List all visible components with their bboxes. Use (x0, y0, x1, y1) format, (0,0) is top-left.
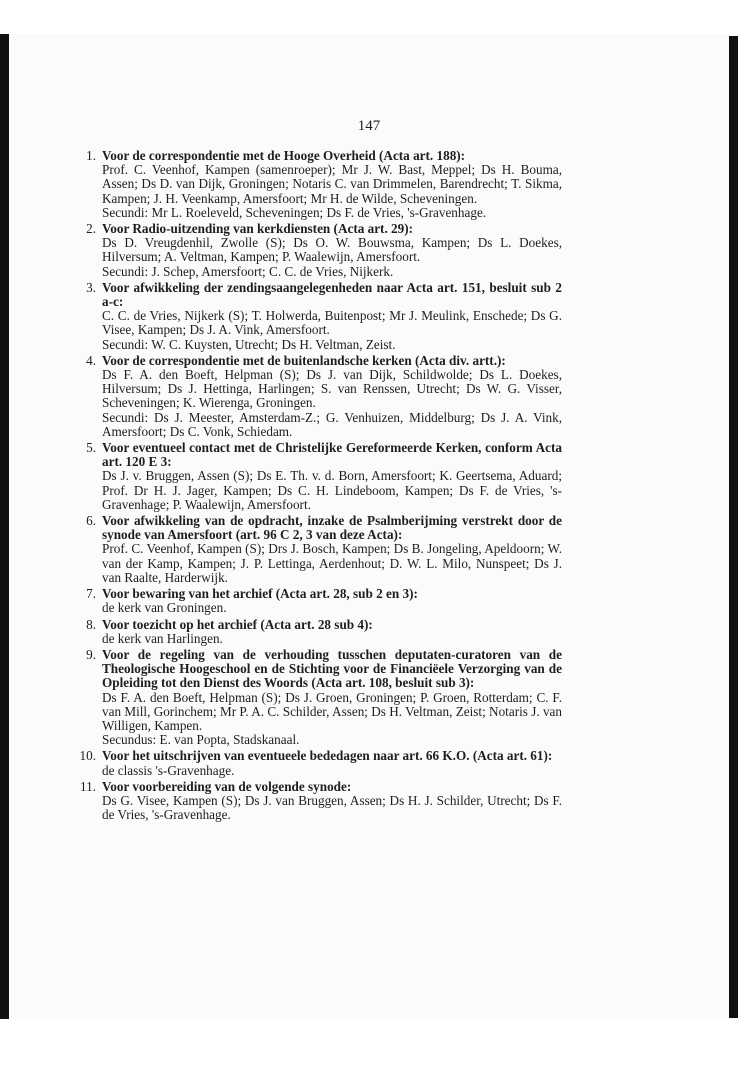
item-text: Secundi: Mr L. Roeleveld, Scheveningen; Ds F. de Vries, 's-Gravenhage. (102, 204, 487, 220)
item-heading: Voor voorbereiding van de volgende synode: (102, 778, 352, 794)
scan-border-right (729, 36, 738, 1018)
item-number: 5. (86, 440, 96, 456)
item-number: 1. (86, 148, 96, 163)
item-text: Secundus: E. van Popta, Stadskanaal. (102, 732, 300, 748)
list-item (70, 441, 562, 512)
item-heading: Voor de correspondentie met de Hooge Overheid (Acta art. 188): (102, 148, 466, 163)
list-item (70, 587, 562, 615)
item-text: de classis 's-Gravenhage. (102, 762, 235, 778)
item-number: 9. (86, 646, 96, 662)
item-heading: Voor de correspondentie met de buitenlandsche kerken (Acta div. artt.): (102, 352, 506, 368)
list-item (70, 354, 562, 439)
item-number: 10. (79, 748, 96, 764)
item-text: Prof. C. Veenhof, Kampen (S); Drs J. Bosch, Kampen; Ds B. Jongeling, Apeldoorn; W. van der Kamp, Kampen; J. P. Lettinga, Aerdenhout; D. W. L. Milo, Nunspeet; Ds J. van Raalte, Harderwijk. (102, 541, 562, 585)
list-item (70, 780, 562, 823)
item-text: Ds D. Vreugdenhil, Zwolle (S); Ds O. W. Bouwsma, Kampen; Ds L. Doekes, Hilversum; A. Veltman, Kampen; P. Waalewijn, Amersfoort. (102, 235, 562, 265)
item-text: Ds J. v. Bruggen, Assen (S); Ds E. Th. v. d. Born, Amersfoort; K. Geertsema, Aduard; Prof. Dr H. J. Jager, Kampen; Ds C. H. Lindeboom, Kampen; Ds F. de Vries, 's-Gravenhage; P. Waalewijn, Amersfoort. (102, 468, 562, 512)
list-item (70, 222, 562, 279)
item-heading: Voor toezicht op het archief (Acta art. 28 sub 4): (102, 616, 373, 632)
page-number: 147 (357, 118, 381, 134)
item-number: 6. (86, 513, 96, 529)
list-item (70, 618, 562, 646)
item-number: 3. (86, 279, 96, 295)
item-heading: Voor het uitschrijven van eventueele bededagen naar art. 66 K.O. (Acta art. 61): (102, 748, 553, 764)
item-text: Secundi: Ds J. Meester, Amsterdam-Z.; G. Venhuizen, Middelburg; Ds J. A. Vink, Amersfoort; Ds C. Vonk, Schiedam. (102, 409, 562, 439)
list-item (70, 514, 562, 585)
item-text: Prof. C. Veenhof, Kampen (samenroeper); Mr J. W. Bast, Meppel; Ds H. Bouma, Assen; Ds D. van Dijk, Groningen; Notaris C. van Drimmelen, Barendrecht; T. Sikma, Kampen; J. H. Veenkamp, Amersfoort; Mr H. de Wilde, Scheveningen. (102, 162, 562, 206)
item-number: 8. (86, 616, 96, 632)
item-heading: Voor Radio-uitzending van kerkdiensten (Acta art. 29): (102, 221, 414, 237)
item-heading: Voor afwikkeling van de opdracht, inzake de Psalmberijming verstrekt door de synode van Amersfoort (art. 96 C 2, 3 van deze Acta): (102, 513, 562, 543)
scan-border-left (0, 34, 9, 1019)
item-text: Secundi: J. Schep, Amersfoort; C. C. de Vries, Nijkerk. (102, 263, 394, 279)
list-item (70, 648, 562, 747)
item-text: Ds F. A. den Boeft, Helpman (S); Ds J. van Dijk, Schildwolde; Ds L. Doekes, Hilversum; Ds J. Hettinga, Harlingen; S. van Renssen, Utrecht; Ds W. G. Visser, Scheveningen; K. Wierenga, Groningen. (102, 367, 562, 411)
list-item (70, 281, 562, 352)
item-number: 2. (86, 221, 96, 237)
item-heading: Voor afwikkeling der zendingsaangelegenheden naar Acta art. 151, besluit sub 2 a-c: (102, 279, 562, 310)
item-text: Ds F. A. den Boeft, Helpman (S); Ds J. Groen, Groningen; P. Groen, Rotterdam; C. F. van Mill, Gorinchem; Mr P. A. C. Schilder, Assen; Ds H. Veltman, Zeist; Notaris J. van Willigen, Kampen. (102, 689, 562, 733)
item-heading: Voor de regeling van de verhouding tusschen deputaten-curatoren van de Theologische Hoogeschool en de Stichting voor de Financiëele Verzorging van de Opleiding tot den Dienst des Woords (Acta art. 108, besluit sub 3): (102, 646, 562, 691)
item-text: Ds G. Visee, Kampen (S); Ds J. van Bruggen, Assen; Ds H. J. Schilder, Utrecht; Ds F. de Vries, 's-Gravenhage. (102, 792, 562, 823)
item-heading: Voor eventueel contact met de Christelijke Gereformeerde Kerken, conform Acta art. 120 E 3: (102, 440, 562, 470)
item-text: C. C. de Vries, Nijkerk (S); T. Holwerda, Buitenpost; Mr J. Meulink, Enschede; Ds G. Visee, Kampen; Ds J. A. Vink, Amersfoort. (102, 308, 562, 338)
item-number: 11. (80, 778, 96, 794)
item-number: 4. (86, 352, 96, 368)
item-heading: Voor bewaring van het archief (Acta art. 28, sub 2 en 3): (102, 586, 418, 602)
item-text: de kerk van Groningen. (102, 600, 227, 616)
item-number: 7. (86, 586, 96, 602)
document-body (70, 149, 562, 824)
list-item (70, 149, 562, 220)
list-item (70, 749, 562, 777)
item-text: de kerk van Harlingen. (102, 630, 223, 646)
item-text: Secundi: W. C. Kuysten, Utrecht; Ds H. Veltman, Zeist. (102, 336, 396, 352)
